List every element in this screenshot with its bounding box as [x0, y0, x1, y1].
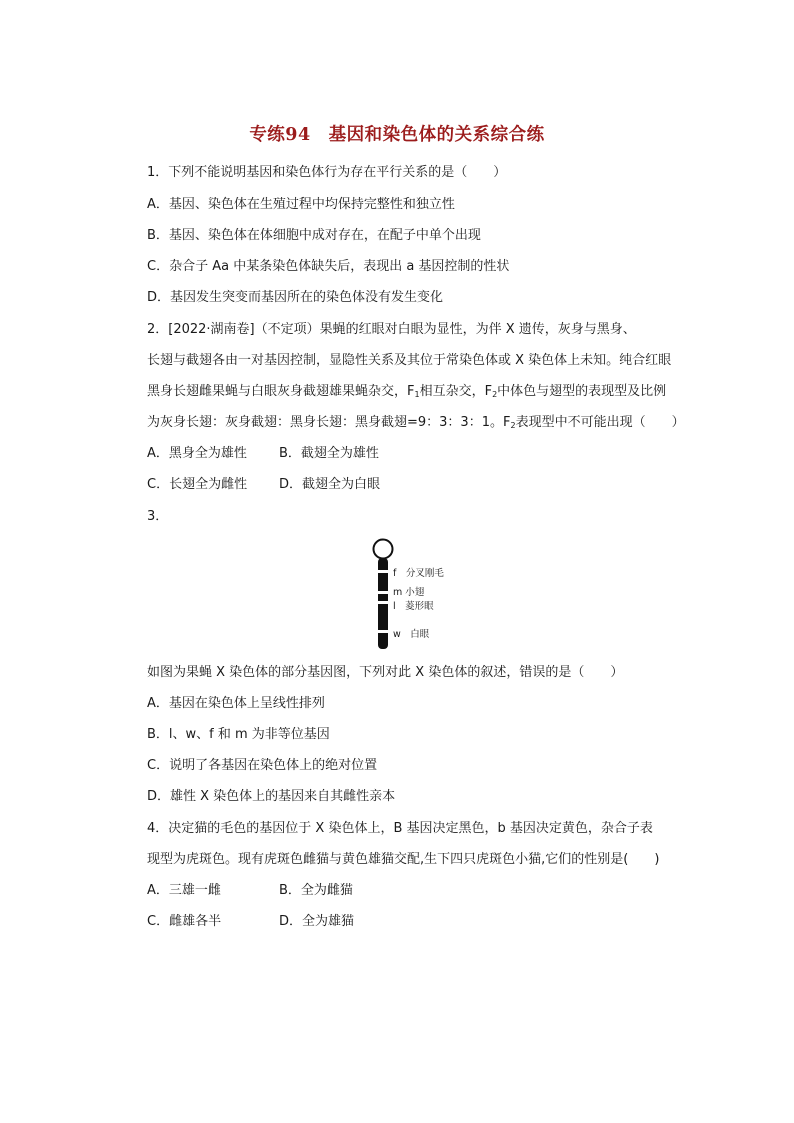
x-chromosome-diagram: [366, 538, 476, 650]
q2-option-d: D．截翅全为白眼: [279, 477, 381, 492]
q2-line-3-c: 中体色与翅型的表现型及比例: [497, 384, 667, 399]
q3-stem: 如图为果蝇 X 染色体的部分基因图，下列对此 X 染色体的叙述，错误的是（ ）: [147, 665, 624, 680]
q3-option-b: B．l、w、f 和 m 为非等位基因: [147, 727, 330, 742]
q1-option-a: A．基因、染色体在生殖过程中均保持完整性和独立性: [147, 197, 455, 212]
page-title: 专练94 基因和染色体的关系综合练: [249, 125, 545, 145]
gene-band-w: [378, 630, 388, 633]
q2-line-4: [147, 413, 685, 436]
q2-line-1: 2．[2022·湖南卷]（不定项）果蝇的红眼对白眼为显性，为伴 X 遗传，灰身与黑身、: [147, 322, 636, 337]
q4-line-2: 现型为虎斑色。现有虎斑色雌猫与黄色雄猫交配,生下四只虎斑色小猫,它们的性别是( ): [147, 852, 660, 867]
q2-f2-subscript-2: 2: [510, 421, 516, 430]
q1-option-c: C．杂合子 Aa 中某条染色体缺失后，表现出 a 基因控制的性状: [147, 259, 510, 274]
label-f: f 分叉刚毛: [393, 568, 444, 579]
gene-band-m: [378, 591, 388, 594]
q3-option-c: C．说明了各基因在染色体上的绝对位置: [147, 758, 378, 773]
q4-option-a: A．三雄一雌: [147, 883, 221, 898]
x-chromosome-figure: [366, 538, 476, 650]
q2-line-3-b: 相互杂交，F: [419, 384, 493, 399]
q2-line-4-a: 为灰身长翅：灰身截翅：黑身长翅：黑身截翅=9：3：3：1。F: [147, 415, 511, 430]
q3-option-a: A．基因在染色体上呈线性排列: [147, 696, 325, 711]
q3-option-d: D．雄性 X 染色体上的基因来自其雌性亲本: [147, 789, 396, 804]
q2-option-c: C．长翅全为雌性: [147, 477, 248, 492]
q4-option-c: C．雌雄各半: [147, 914, 222, 929]
q1-option-d: D．基因发生突变而基因所在的染色体没有发生变化: [147, 290, 444, 305]
q2-option-a: A．黑身全为雄性: [147, 446, 247, 461]
label-w: w 白眼: [393, 629, 430, 640]
q1-option-b: B．基因、染色体在体细胞中成对存在，在配子中单个出现: [147, 228, 481, 243]
q2-f2-subscript: 2: [492, 390, 498, 399]
q4-option-b: B．全为雌猫: [279, 883, 353, 898]
q3-number: 3．: [147, 509, 169, 524]
q2-f1-subscript: 1: [414, 390, 420, 399]
q2-line-4-b: 表现型中不可能出现（ ）: [515, 415, 685, 430]
q2-line-2: 长翅与截翅各由一对基因控制，显隐性关系及其位于常染色体或 X 染色体上未知。纯合红眼: [147, 353, 672, 368]
gene-band-l: [378, 601, 388, 604]
q1-stem: 1．下列不能说明基因和染色体行为存在平行关系的是（ ）: [147, 165, 507, 180]
q2-option-b: B．截翅全为雄性: [279, 446, 379, 461]
q4-option-d: D．全为雄猫: [279, 914, 355, 929]
gene-band-f: [378, 570, 388, 573]
q2-line-3-a: 黑身长翅雌果蝇与白眼灰身截翅雄果蝇杂交，F: [147, 384, 415, 399]
q2-line-3: [147, 382, 666, 405]
centromere-icon: [374, 540, 393, 559]
q4-line-1: 4．决定猫的毛色的基因位于 X 染色体上，B 基因决定黑色，b 基因决定黄色，杂合子表: [147, 821, 653, 836]
label-l: l 菱形眼: [393, 601, 434, 612]
label-m: m 小翅: [393, 587, 425, 598]
